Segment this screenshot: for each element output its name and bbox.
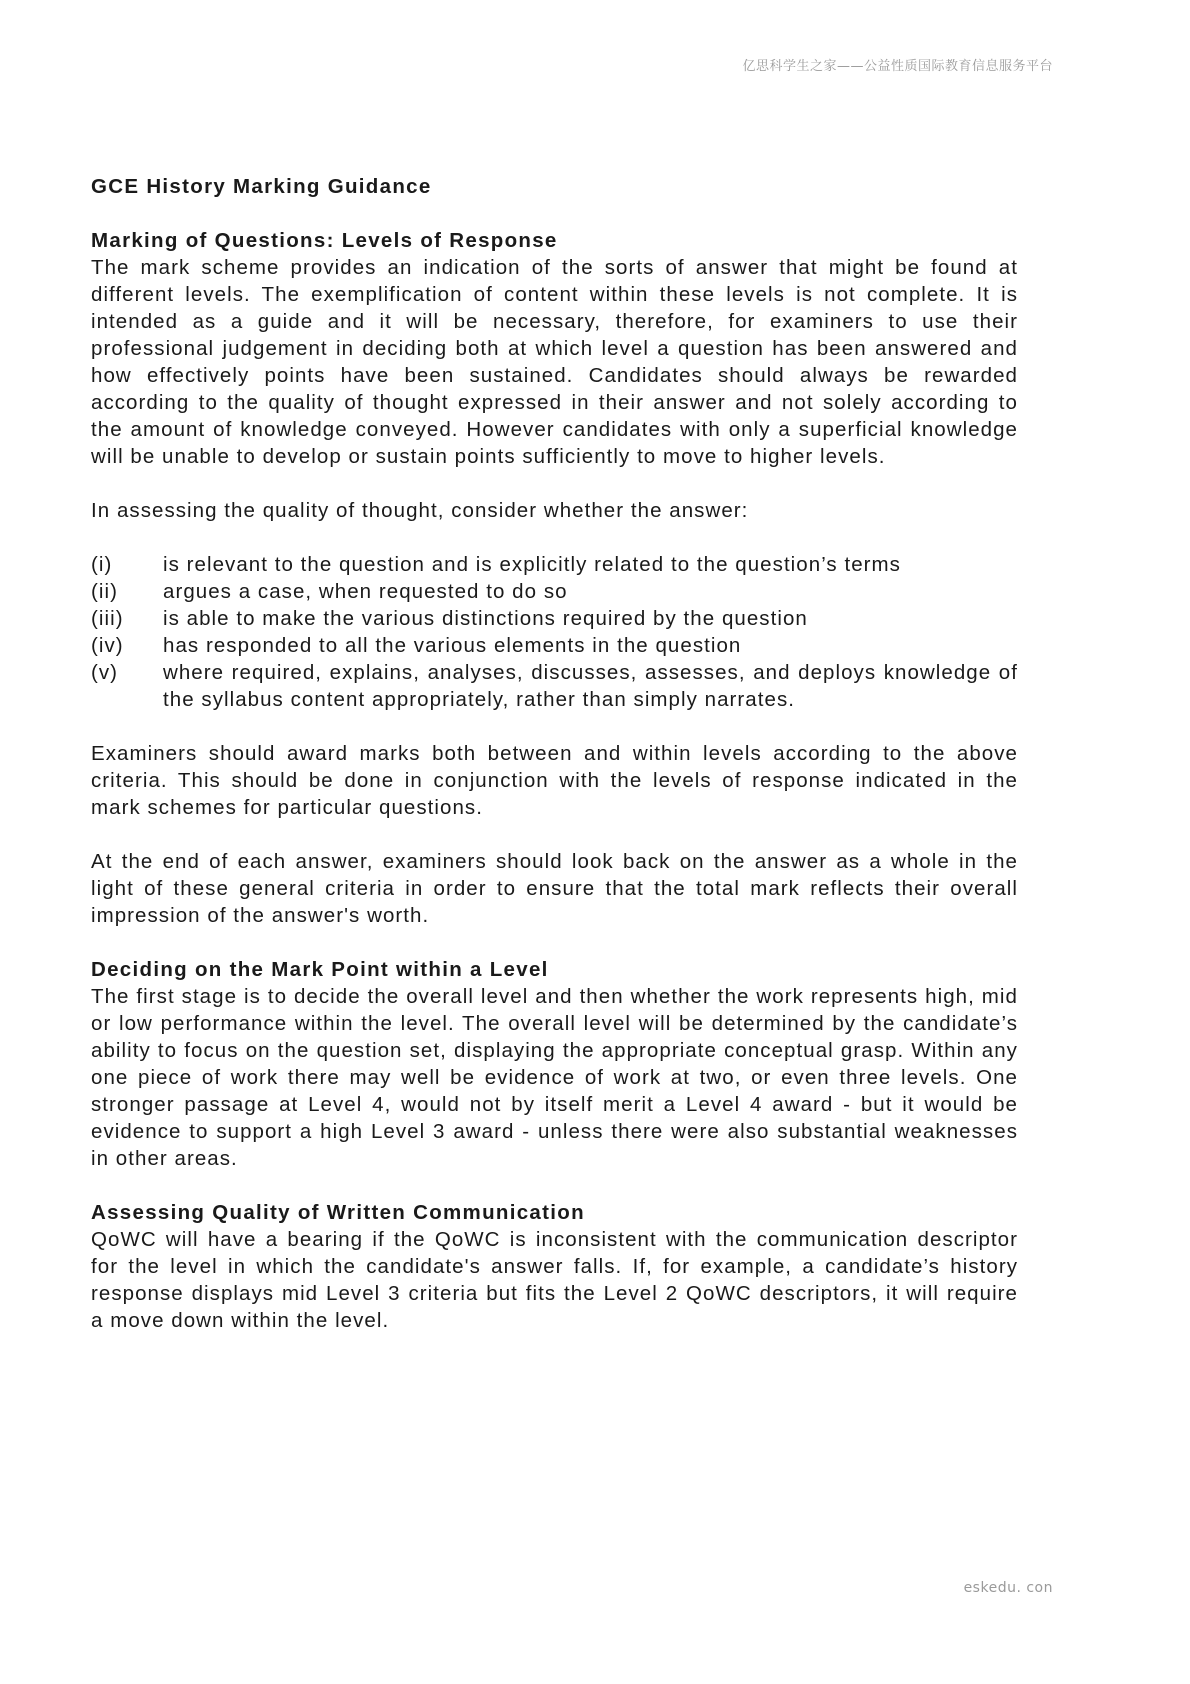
examiners-paragraph: Examiners should award marks both between and within levels according to the above criteria. This should be done in conjunction with the levels of response indicated in the mark schemes for particular questions. xyxy=(91,742,1018,819)
document-title: GCE History Marking Guidance xyxy=(91,175,432,198)
qowc-body: QoWC will have a bearing if the QoWC is inconsistent with the communication descriptor for the level in which the candidate's answer falls. If, for example, a candidate’s history response displays mid Level 3 criteria but fits the Level 2 QoWC descriptors, it will require a move down within the level. xyxy=(91,1228,1018,1332)
levels-of-response-section xyxy=(91,227,1018,470)
criteria-list xyxy=(91,551,1018,713)
section-heading-levels-of-response: Marking of Questions: Levels of Response xyxy=(91,229,558,252)
list-item-number: (iii) xyxy=(91,607,124,630)
list-item-number: (v) xyxy=(91,661,119,684)
list-item xyxy=(91,578,1018,605)
section-heading-deciding-mark-point: Deciding on the Mark Point within a Level xyxy=(91,958,549,981)
section-heading-qowc: Assessing Quality of Written Communication xyxy=(91,1201,585,1224)
list-item-number: (ii) xyxy=(91,580,118,603)
list-item-number: (iv) xyxy=(91,634,124,657)
end-of-answer-paragraph: At the end of each answer, examiners should look back on the answer as a whole in the light of these general criteria in order to ensure that the total mark reflects their overall impression of the answer's worth. xyxy=(91,850,1018,927)
list-item xyxy=(91,659,1018,713)
site-footer-text: eskedu. con xyxy=(963,1580,1053,1596)
deciding-mark-point-section xyxy=(91,956,1018,1172)
list-item-text: argues a case, when requested to do so xyxy=(163,580,568,603)
criteria-intro: In assessing the quality of thought, consider whether the answer: xyxy=(91,499,749,522)
list-item-text: is relevant to the question and is explicitly related to the question’s terms xyxy=(163,553,901,576)
list-item-text: where required, explains, analyses, discusses, assesses, and deploys knowledge of the syllabus content appropriately, rather than simply narrates. xyxy=(163,661,1018,711)
list-item-number: (i) xyxy=(91,553,113,576)
document-content xyxy=(91,173,1018,1361)
list-item xyxy=(91,632,1018,659)
levels-of-response-body: The mark scheme provides an indication of the sorts of answer that might be found at different levels. The exemplification of content within these levels is not complete. It is intended as a guide and it will be necessary, therefore, for examiners to use their professional judgement in deciding both at which level a question has been answered and how effectively points have been sustained. Candidates should always be rewarded according to the quality of thought expressed in their answer and not solely according to the amount of knowledge conveyed. However candidates with only a superficial knowledge will be unable to develop or sustain points sufficiently to move to higher levels. xyxy=(91,256,1018,468)
list-item-text: is able to make the various distinctions required by the question xyxy=(163,607,808,630)
list-item xyxy=(91,605,1018,632)
deciding-mark-point-body: The first stage is to decide the overall level and then whether the work represents high, mid or low performance within the level. The overall level will be determined by the candidate’s ability to focus on the question set, displaying the appropriate conceptual grasp. Within any one piece of work there may well be evidence of work at two, or even three levels. One stronger passage at Level 4, would not by itself merit a Level 4 award - but it would be evidence to support a high Level 3 award - unless there were also substantial weaknesses in other areas. xyxy=(91,985,1018,1170)
list-item-text: has responded to all the various elements in the question xyxy=(163,634,742,657)
qowc-section xyxy=(91,1199,1018,1334)
list-item xyxy=(91,551,1018,578)
site-header-text: 亿思科学生之家——公益性质国际教育信息服务平台 xyxy=(742,59,1053,74)
